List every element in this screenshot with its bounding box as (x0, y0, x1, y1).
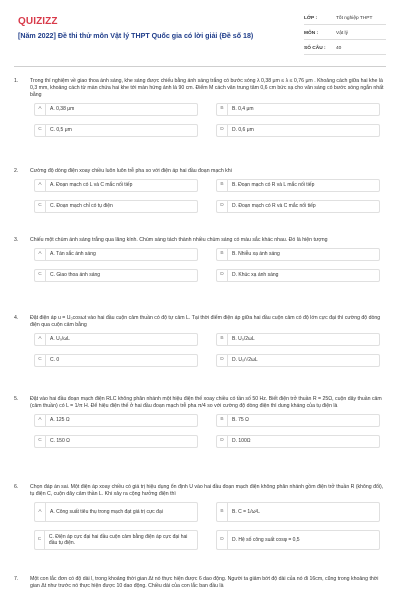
question-text: Chọn đáp án sai. Một điện áp xoay chiều có giá trị hiệu dụng ổn định U vào hai đầu đoạn mạch điện không phân nhánh gồm điện trở thuần R (không đổi), tụ điện C, cuộn dây cảm thần L. Khi xảy ra cộng hưởng điện thì (30, 484, 384, 498)
meta-panel (304, 14, 386, 59)
option-text: C. 0 (50, 357, 60, 364)
option-letter: D (217, 436, 228, 447)
option-a[interactable] (34, 248, 198, 261)
option-letter: A (35, 180, 46, 191)
option-a[interactable] (34, 103, 198, 116)
option-letter: B (217, 104, 228, 115)
option-c[interactable] (34, 530, 198, 550)
meta-row-mon (304, 29, 386, 40)
option-letter: C (35, 436, 46, 447)
question-number: 7. (14, 576, 19, 582)
option-b[interactable] (216, 179, 380, 192)
option-letter: D (217, 201, 228, 212)
option-text: A. Công suất tiêu thụ trong mạch đạt giá trị cực đại (50, 508, 163, 515)
option-c[interactable] (34, 200, 198, 213)
option-c[interactable] (34, 435, 198, 448)
question-text: Đặt vào hai đầu đoạn mạch điện RLC không phân nhánh một hiệu điện thế xoay chiều có tần số 50 Hz. Biết điện trở thuần R = 25Ω, cuộn dây thuần cảm (cảm thuần) có L = 1/π H. Để hiệu điện thế ở hai đầu đoạn mạch trễ pha π/4 so với cường độ dòng điện thì dung kháng của tụ điện là (30, 396, 382, 410)
option-letter: D (217, 531, 228, 549)
option-b[interactable] (216, 414, 380, 427)
question-text: Cường độ dòng điện xoay chiều luôn luôn trễ pha so với điện áp hai đầu đoạn mạch khi (30, 168, 232, 174)
question-7 (14, 576, 386, 590)
option-text: C. Đoạn mạch chỉ có tụ điện (50, 203, 113, 210)
option-text: D. Khúc xạ ánh sáng (232, 272, 279, 279)
option-text: B. C = 1/ω²L (232, 508, 260, 515)
question-number: 2. (14, 168, 19, 174)
option-text: B. Nhiễu xạ ánh sáng (232, 251, 280, 258)
option-a[interactable] (34, 414, 198, 427)
option-c[interactable] (34, 354, 198, 367)
option-d[interactable] (216, 200, 380, 213)
option-text: D. U₀/√2ωL (232, 357, 258, 364)
option-c[interactable] (34, 269, 198, 282)
question-text: Chiếu một chùm ánh sáng trắng qua lăng kính. Chùm sáng tách thành nhiều chùm sáng có màu sắc khác nhau. Đó là hiện tượng (30, 237, 328, 243)
option-a[interactable] (34, 333, 198, 346)
option-letter: A (35, 249, 46, 260)
meta-row-so-cau (304, 44, 386, 55)
option-letter: A (35, 415, 46, 426)
option-text: C. 150 Ω (50, 438, 70, 445)
option-d[interactable] (216, 124, 380, 137)
option-d[interactable] (216, 435, 380, 448)
option-text: D. Hệ số công suất cosφ = 0,5 (232, 536, 300, 543)
meta-label: SỐ CÂU : (304, 45, 326, 51)
option-letter: B (217, 503, 228, 521)
option-letter: C (35, 531, 45, 549)
option-text: A. Tán sắc ánh sáng (50, 251, 96, 258)
option-text: A. Đoạn mạch có L và C mắc nối tiếp (50, 182, 133, 189)
option-letter: C (35, 125, 46, 136)
question-3 (14, 237, 386, 279)
option-c[interactable] (34, 124, 198, 137)
meta-label: MÔN : (304, 30, 319, 36)
quizizz-logo: QUIZIZZ (18, 16, 58, 27)
option-b[interactable] (216, 502, 380, 522)
document-header (0, 0, 400, 68)
meta-row-lop (304, 14, 386, 25)
meta-value: 40 (336, 45, 342, 51)
option-text: D. 100Ω (232, 438, 251, 445)
option-text: C. 0,5 μm (50, 127, 72, 134)
question-number: 1. (14, 78, 19, 84)
question-text: Trong thí nghiệm về giao thoa ánh sáng, khe sáng được chiếu bằng ánh sáng trắng có bước sóng λ 0,38 μm ≤ λ ≤ 0,76 μm . Khoảng cách giữa hai khe là 0,3 mm, khoảng cách từ màn chứa hai khe tới màn hứng ảnh là 90 cm. Điểm M cách vân trung tâm 0,6 cm bức xạ cho vân sáng có bước sóng ngắn nhất bằng (30, 78, 384, 99)
document-title: [Năm 2022] Đề thi thử môn Vật lý THPT Quốc gia có lời giải (Đề số 18) (18, 32, 254, 40)
option-letter: A (35, 104, 46, 115)
option-letter: B (217, 249, 228, 260)
option-letter: D (217, 270, 228, 281)
question-text: Đặt điện áp u = U₀cosωt vào hai đầu cuộn cảm thuần có độ tự cảm L. Tại thời điểm điện áp giữa hai đầu cuộn cảm có độ lớn cực đại thì cường độ dòng điện qua cuộn cảm bằng (30, 315, 381, 329)
question-number: 4. (14, 315, 19, 321)
option-d[interactable] (216, 269, 380, 282)
option-a[interactable] (34, 502, 198, 522)
question-number: 6. (14, 484, 19, 490)
question-4 (14, 315, 386, 364)
option-letter: A (35, 334, 46, 345)
option-letter: D (217, 355, 228, 366)
question-5 (14, 396, 386, 445)
option-text: B. Đoạn mạch có R và L mắc nối tiếp (232, 182, 315, 189)
question-number: 3. (14, 237, 19, 243)
option-letter: B (217, 334, 228, 345)
option-text: B. 0,4 μm (232, 106, 254, 113)
option-text: A. U₀/ωL (50, 336, 70, 343)
option-letter: A (35, 503, 46, 521)
option-text: D. Đoạn mạch có R và C mắc nối tiếp (232, 203, 316, 210)
option-letter: C (35, 270, 46, 281)
option-d[interactable] (216, 354, 380, 367)
option-a[interactable] (34, 179, 198, 192)
option-text: B. 75 Ω (232, 417, 249, 424)
option-letter: C (35, 355, 46, 366)
option-b[interactable] (216, 103, 380, 116)
question-number: 5. (14, 396, 19, 402)
option-text: A. 125 Ω (50, 417, 70, 424)
option-letter: D (217, 125, 228, 136)
option-text: A. 0,38 μm (50, 106, 75, 113)
question-6 (14, 484, 386, 547)
option-letter: C (35, 201, 46, 212)
option-text: C. Giao thoa ánh sáng (50, 272, 101, 279)
option-b[interactable] (216, 248, 380, 261)
option-b[interactable] (216, 333, 380, 346)
header-divider (14, 66, 386, 67)
question-1 (14, 78, 386, 134)
option-d[interactable] (216, 530, 380, 550)
meta-value: Tốt nghiệp THPT (336, 15, 373, 21)
question-text: Một con lắc đơn có độ dài l, trong khoảng thời gian Δt nó thực hiện được 6 dao động. Người ta giảm bớt độ dài của nó đi 16cm, cũng trong khoảng thời gian Δt như trước nó thực hiện được 10 dao động. Chiều dài của con lắc ban đầu là (30, 576, 379, 590)
option-text: C. Điện áp cực đại hai đầu cuộn cảm bằng điện áp cực đại hai đầu tụ điện. (48, 533, 188, 547)
meta-label: LỚP : (304, 15, 318, 21)
option-text: B. U₀/2ωL (232, 336, 255, 343)
option-letter: B (217, 180, 228, 191)
meta-value: Vật lý (336, 30, 348, 36)
option-text: D. 0,6 μm (232, 127, 254, 134)
question-2 (14, 168, 386, 210)
option-letter: B (217, 415, 228, 426)
